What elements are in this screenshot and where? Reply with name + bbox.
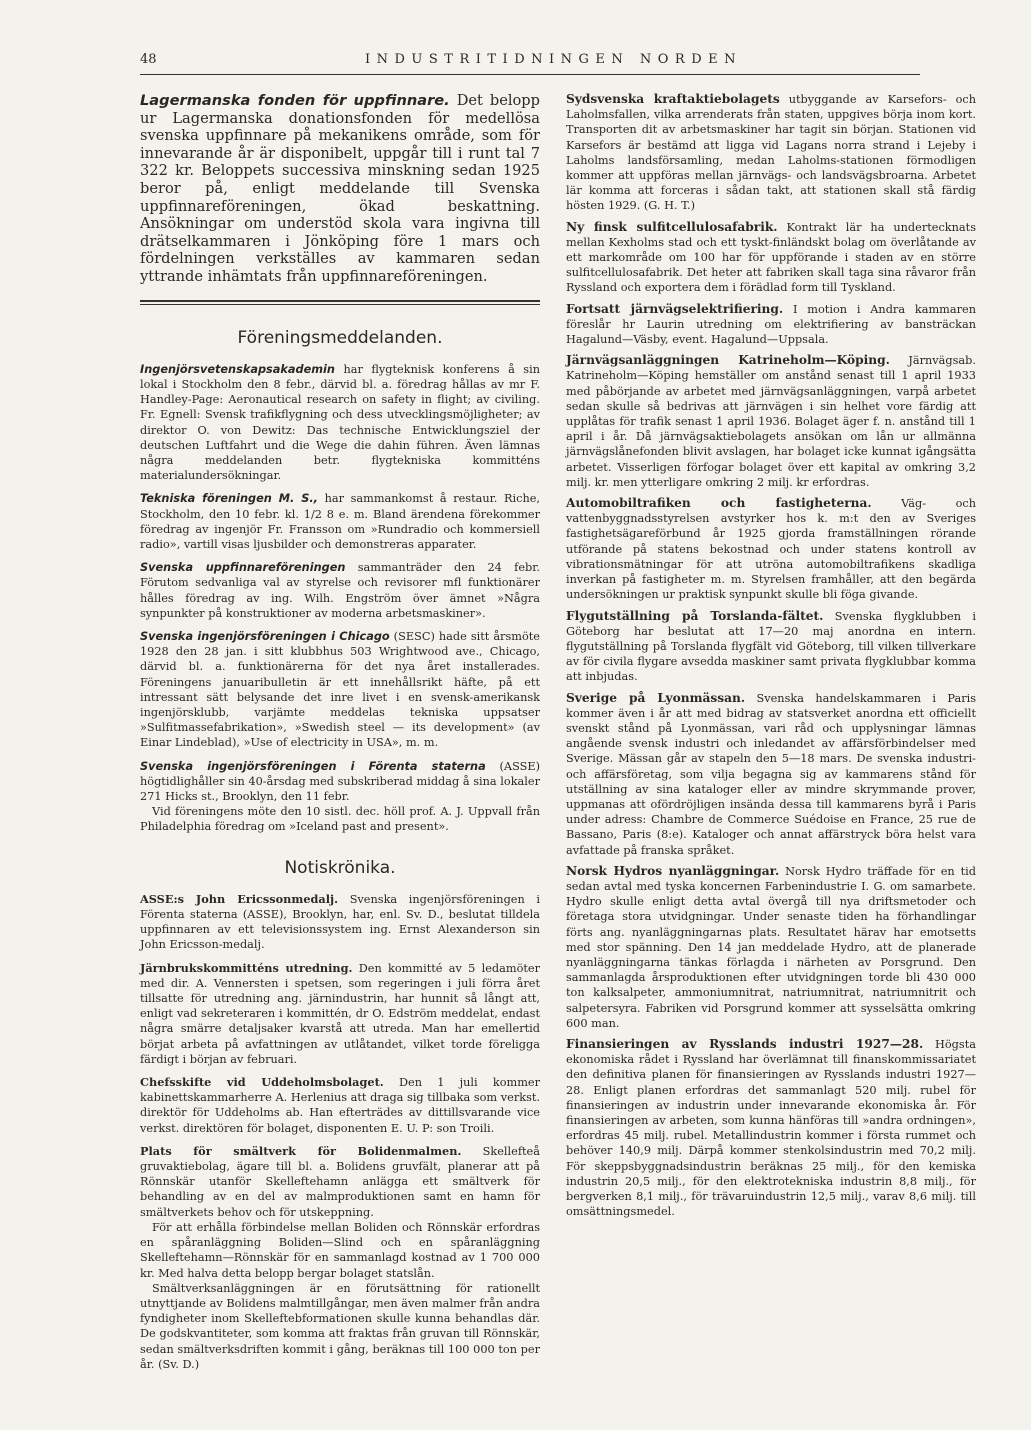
notis-text: Norsk Hydro träffade för en tid sedan avtal med tyska koncernen Farbenindustrie I. G. om samarbete. Hydro skulle enligt detta avtal övergå till nya driftsmetoder och företaga stora utvidgningar. Under senaste tiden ha förhandlingar förts ang. nyanläggningarnas plats. Resultatet härav har emotsetts med stor spänning. Den 14 jan meddelade Hydro, att de planerade nyanläggningarna tänkas förlagda i närheten av Porsgrund. Den sammanlagda årsproduktionen efter utvidgningen torde bli 430 000 ton kalksalpeter, ammoniumnitrat, natriumnitrat, natriumnitrit och salpetersyra. Fabriken vid Porsgrund kommer att sysselsätta omkring 600 man. — [566, 864, 976, 1030]
forening-entry — [140, 362, 540, 484]
notis-entry — [566, 353, 976, 490]
notis-text: Högsta ekonomiska rådet i Ryssland har överlämnat till finanskommissariatet den definitiva planen för finansieringen av Rysslands industri 1927—28. Enligt planen erfordras det sammanlagt 520 milj. rubel för finansieringen av industrin under innevarande ekonomiska år. För finansieringen av arbeten, som kunna hänföras till »andra ordningen», erfordras 45 milj. rubel. Metallindustrin kommer i första rummet och behöver 140,9 milj. Därpå kommer stenkolsindustrin med 70,2 milj. För skeppsbyggnadsindustrin beräknas 25 milj., för den kemiska industrin 20,5 milj., för den elektrotekniska industrin 8,8 milj., för bergverken 8,1 milj., för trävaruindustrin 12,5 milj., varav 8,6 milj. till omsättningsmedel. — [566, 1037, 976, 1219]
notis-entry — [566, 1037, 976, 1219]
notis-heading: Chefsskifte vid Uddeholmsbolaget. — [140, 1075, 384, 1090]
notis-text: För att erhålla förbindelse mellan Boliden och Rönnskär erfordras en spåranläggning Boliden—Slind och en spåranläggning Skelleftehamn—Rönnskär för en sammanlagd kostnad av 1 700 000 kr. Med halva detta belopp bergar bolaget statslån. — [140, 1220, 540, 1280]
notis-text: Skellefteå gruvaktiebolag, ägare till bl. a. Bolidens gruvfält, planerar att på Rönnskär utanför Skelleftehamn anlägga ett smältverk för behandling av en del av malmproduktionen samt en hamn för smältverkets behov och för utskeppning. — [140, 1144, 540, 1219]
notis-heading: Fortsatt järnvägselektrifiering. — [566, 301, 784, 316]
forening-text: (SESC) hade sitt årsmöte 1928 den 28 jan. i sitt klubbhus 503 Wrightwood ave., Chicago, därvid bl. a. funktionärerna för det nya året installerades. Föreningens januaribulletin är ett innehållsrikt häfte, på ett intressant sätt belysande det inre livet i en svensk-amerikansk ingenjörsklubb, varjämte meddelas tekniska uppsatser »Sulfitmassefabrikation», »Swedish steel — its development» (av Einar Lindeblad), »Use of electricity in USA», m. m. — [140, 629, 540, 750]
page-header — [140, 50, 920, 75]
notis-heading: Finansieringen av Rysslands industri 1927—28. — [566, 1036, 924, 1051]
forening-text: Vid föreningens möte den 10 sistl. dec. höll prof. A. J. Uppvall från Philadelphia föredrag om »Iceland past and present». — [140, 805, 540, 834]
notis-text: Väg- och vattenbyggnadsstyrelsen avstyrker hos k. m:t den av Sveriges fastighetsägareförbund år 1925 gjorda framställningen rörande utförande på statens bekostnad och under statens kontroll av vibrationsmätningar för att utröna automobiltrafikens skadliga inverkan på fastigheter m. m. Styrelsen framhåller, att den begärda undersökningen ur praktisk synpunkt skulle bli föga givande. — [566, 497, 976, 602]
notis-entry — [566, 609, 976, 685]
notis-heading: Ny finsk sulfitcellulosafabrik. — [566, 219, 778, 234]
forening-heading: Svenska ingenjörsföreningen i Chicago — [140, 629, 390, 643]
notis-text: Den 1 juli kommer kabinettskammarherre A. Herlenius att draga sig tillbaka som verkst. direktör för Uddeholms ab. Han efterträdes av dittillsvarande vice verkst. direktören för bolaget, disponenten E. U. P: son Troili. — [140, 1076, 541, 1135]
notis-entry — [140, 961, 540, 1067]
forening-entry — [140, 629, 540, 751]
notis-text: Den kommitté av 5 ledamöter med dir. A. Vennersten i spetsen, som regeringen i juli förra året tillsatte för utredning ang. järnindustrin, har hunnit så långt att, enligt vad sekreteraren i kommittén, dr O. Edström meddelat, endast några smärre detaljsaker kvarstå att utreda. Man har emellertid börjat arbeta på avfattningen av utlåtandet, vilket torde föreligga färdigt i början av februari. — [140, 961, 541, 1066]
forening-heading: Svenska ingenjörsföreningen i Förenta staterna — [140, 759, 486, 773]
section-divider — [140, 300, 540, 305]
notis-text: Svenska ingenjörsföreningen i Förenta staterna (ASSE), Brooklyn, har, enl. Sv. D., beslutat tilldela uppfinnaren av ett televisionssystem ing. Ernst Alexanderson sin John Ericsson-medalj. — [140, 892, 540, 952]
notis-heading: Plats för smältverk för Bolidenmalmen. — [140, 1143, 462, 1158]
notis-text: Smältverksanläggningen är en förutsättning för rationellt utnyttjande av Bolidens malmtillgångar, men även malmer från andra fyndigheter inom Skelleftebformationen skulle kunna behandlas där. De godskvantiteter, som komma att fraktas från gruvan till Rönnskär, sedan smältverksdriften kommit i gång, beräknas till 100 000 ton per år. (Sv. D.) — [140, 1281, 540, 1371]
forening-text: (ASSE) högtidlighåller sin 40-årsdag med subskriberad middag å sina lokaler 271 Hicks st., Brooklyn, den 11 febr. — [140, 759, 541, 804]
notis-entry — [140, 892, 540, 953]
notis-heading: ASSE:s John Ericssonmedalj. — [140, 891, 339, 906]
notis-text: Järnvägsab. Katrineholm—Köping hemställer om anstånd senast till 1 april 1933 med påbörjande av arbetet med järnvägsanläggningen, varpå arbetet sedan skulle så bedrivas att järnvägen i sin helhet vore färdig att upplåtas för trafik senast 1 april 1936. Bolaget äger f. n. anstånd till 1 april i år. Då järnvägsaktiebolagets ansökan om lån ur allmänna järnvägslånefonden blivit avslagen, har bolaget icke kunnat igångsätta arbetet. Visserligen förfogar bolaget över ett kapital av omkring 3,2 milj. kr. men ytterligare omkring 2 milj. kr erfordras. — [566, 354, 976, 489]
forening-heading: Svenska uppfinnareföreningen — [140, 561, 346, 575]
notis-heading: Norsk Hydros nyanläggningar. — [566, 863, 780, 878]
forening-heading: Ingenjörsvetenskapsakademin — [140, 362, 335, 376]
notis-heading: Sydsvenska kraftaktiebolagets — [566, 92, 780, 106]
notis-text: I motion i Andra kammaren föreslår hr Laurin utredning om elektrifiering av bansträckan Hagalund—Väsby, event. Hagalund—Uppsala. — [566, 302, 976, 347]
page-number: 48 — [140, 52, 157, 67]
notis-heading: Järnbrukskommitténs utredning. — [140, 960, 353, 975]
forening-entry — [140, 560, 540, 621]
lagermanska-article — [140, 92, 540, 286]
notis-heading: Automobiltrafiken och fastigheterna. — [566, 496, 872, 511]
notis-entry — [566, 302, 976, 348]
notis-entry — [566, 92, 976, 214]
journal-title: INDUSTRITIDNINGEN NORDEN — [365, 52, 742, 67]
foreningsmeddelanden-title: Föreningsmeddelanden. — [237, 327, 443, 348]
notis-text: Svenska flygklubben i Göteborg har beslutat att 17—20 maj anordna en intern. flygutställning på Torslanda flygfält vid Göteborg, till vilken tillverkare av för civila flygare avsedda maskiner samt privata flygklubbar komma att inbjudas. — [566, 609, 976, 684]
notis-entry — [566, 864, 976, 1031]
right-column — [566, 92, 976, 1225]
notiskronika-title: Notiskrönika. — [284, 857, 396, 878]
forening-text: har flygteknisk konferens å sin lokal i Stockholm den 8 febr., därvid bl. a. föredrag hållas av mr F. Handley-Page: Aeronautical research on safety in flight; av civiling. Fr. Egnell: Svensk trafikflygning och dess utvecklingsmöjligheter; av direktor O. von Dewitz: Das technische Entwicklungsziel der deutschen Luftfahrt und die Wege die dahin führen. Även lämnas några meddelanden betr. flygtekniska kommitténs materialundersökningar. — [140, 362, 540, 483]
notis-entry — [566, 220, 976, 296]
notis-heading: Flygutställning på Torslanda-fältet. — [566, 608, 824, 623]
notis-text: utbyggande av Karsefors- och Laholmsfallen, vilka arrenderats från staten, uppgives börja inom kort. Transporten dit av arbetsmaskiner har tagit sin början. Stationen vid Karsefors är bestämd att ligga vid Lagans norra strand i Lejeby i Laholms landsförsamling, medan Laholms-stationen förmodligen kommer att uppföras mellan järnvägs- och landsvägsbroarna. Arbetet lär komma att forceras i sådan takt, att stationen skall stå färdig hösten 1929. (G. H. T.) — [566, 93, 977, 213]
notis-text: Svenska handelskammaren i Paris kommer även i år att med bidrag av statsverket anordna ett officiellt svenskt stånd på Lyonmässan, vari råd och upplysningar lämnas angående svensk industri och inledandet av affärsförbindelser med Sverige. Mässan går av stapeln den 5—18 mars. De svenska industri- och affärsföretag, som vilja begagna sig av kammarens stånd för utställning av sina kataloger eller av mindre skrymmande prover, uppmanas att ofördröjligen insända dessa till kammarens byrå i Paris under adress: Chambre de Commerce Suédoise en France, 25 rue de Bassano, Paris (8:e). Kataloger och annat affärstryck böra helst vara avfattade på franska språket. — [566, 691, 977, 857]
forening-heading: Tekniska föreningen M. S., — [140, 492, 318, 506]
notis-entry — [140, 1144, 540, 1372]
forening-text: har sammankomst å restaur. Riche, Stockholm, den 10 febr. kl. 1/2 8 e. m. Bland ärendena förekommer föredrag av ingenjör Fr. Fransson om »Rundradio och kommersiell radio», vartill visas ljusbilder och demonstreras apparater. — [140, 492, 540, 551]
forening-entry — [140, 491, 540, 552]
notis-heading: Sverige på Lyonmässan. — [566, 690, 746, 705]
notis-text: Kontrakt lär ha undertecknats mellan Kexholms stad och ett tyskt-finländskt bolag om överlåtande av ett markområde om 100 har för uppförande i staden av en större sulfitcellulosafabrik. Det heter att fabriken skall taga sina råvaror från Ryssland och exportera dem i förädlad form till Tyskland. — [566, 220, 976, 295]
notis-heading: Järnvägsanläggningen Katrineholm—Köping. — [566, 353, 890, 368]
notis-entry — [566, 496, 976, 602]
lagermanska-heading: Lagermanska fonden för uppfinnare. — [140, 92, 450, 109]
notis-entry — [140, 1075, 540, 1136]
forening-entry — [140, 759, 540, 835]
notis-entry — [566, 691, 976, 858]
left-column — [140, 92, 540, 1380]
forening-text: sammanträder den 24 febr. Förutom sedvanliga val av styrelse och revisorer mfl funktionärer hålles föredrag av ing. Wilh. Engström över ämnet »Några synpunkter på konstruktioner av moderna arbetsmaskiner». — [140, 561, 540, 620]
lagermanska-text: Det belopp ur Lagermanska donationsfonden för medellösa svenska uppfinnare på mekanikens område, som för innevarande år är disponibelt, uppgår till i runt tal 7 322 kr. Beloppets successiva minskning sedan 1925 beror på, enligt meddelande till Svenska uppfinnareföreningen, ökad beskattning. Ansökningar om understöd skola vara ingivna till drätselkammaren i Jönköping före 1 mars och fördelningen verkställes av kammaren sedan yttrande inhämtats från uppfinnareföreningen. — [140, 92, 540, 285]
